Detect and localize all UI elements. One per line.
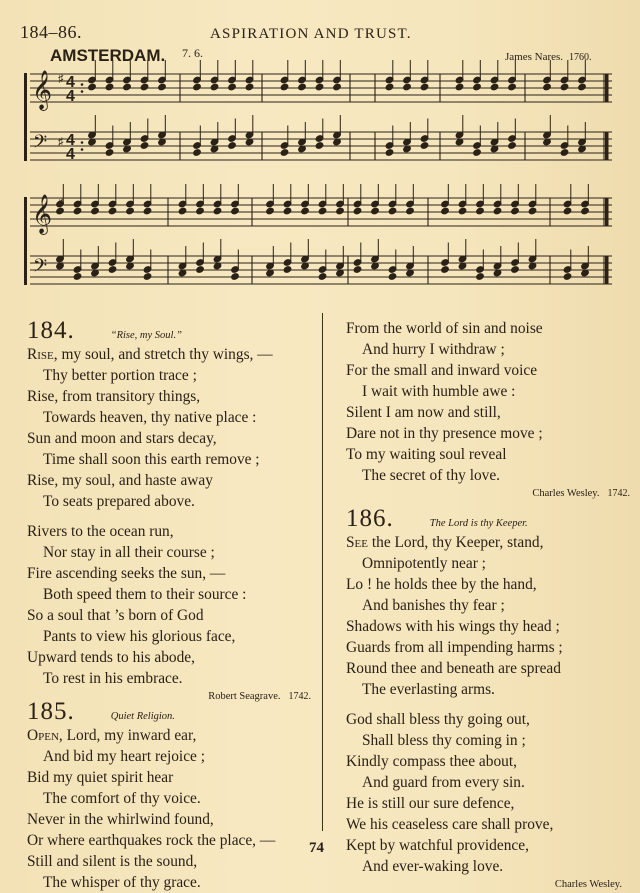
line-text: the Lord, thy Keeper, stand, <box>368 534 544 551</box>
verse-line: I wait with humble awe : <box>362 383 516 400</box>
verse-line: For the small and inward voice <box>346 362 538 379</box>
verse-line: The whisper of thy grace. <box>43 874 201 891</box>
left-column <box>27 318 317 893</box>
stanza-gap <box>346 700 636 709</box>
verse-line: Shadows with his wings thy head ; <box>346 618 560 635</box>
stanza <box>27 725 317 893</box>
svg-text:4: 4 <box>66 74 75 91</box>
verse-line: Dare not in thy presence move ; <box>346 425 543 442</box>
hymn-title: “Rise, my Soul.” <box>110 330 182 341</box>
verse-line <box>27 344 317 365</box>
verse-line: Or where earthquakes rock the place, — <box>27 832 276 849</box>
verse-line: He is still our sure defence, <box>346 795 515 812</box>
line-text: , Lord, my inward ear, <box>58 727 197 744</box>
verse-line: Towards heaven, thy native place : <box>43 409 257 426</box>
author-year: 1742. <box>607 488 630 499</box>
stanza <box>346 318 636 486</box>
line-text: , my soul, and stretch thy wings, — <box>53 346 273 363</box>
verse-line <box>346 532 636 553</box>
verse-line: To seats prepared above. <box>43 493 195 510</box>
author-name: Robert Seagrave. <box>208 691 281 702</box>
hymn-185-continued <box>346 318 636 502</box>
svg-text:4: 4 <box>66 88 75 105</box>
composer-year: 1760. <box>569 52 592 63</box>
section-title: ASPIRATION AND TRUST. <box>210 26 412 42</box>
verse-line: Upward tends to his abode, <box>27 649 195 666</box>
verse-line: To my waiting soul reveal <box>346 446 507 463</box>
stanza <box>27 521 317 689</box>
hymn-title: The Lord is thy Keeper. <box>429 518 528 529</box>
verse-line: Silent I am now and still, <box>346 404 501 421</box>
verse-line: Bid my quiet spirit hear <box>27 769 174 786</box>
hymn-heading <box>27 318 317 344</box>
svg-text:𝄢: 𝄢 <box>33 256 48 281</box>
svg-text:♯: ♯ <box>58 136 64 148</box>
hymn-number: 186. <box>346 505 394 532</box>
svg-text:4: 4 <box>66 132 75 149</box>
hymn-number: 185. <box>27 698 75 725</box>
composer-name: James Nares. <box>505 51 564 63</box>
author-year: 1742. <box>288 691 311 702</box>
verse-line: And hurry I withdraw ; <box>362 341 505 358</box>
hymn-range: 184–86. <box>20 22 82 42</box>
verse-line: Fire ascending seeks the sun, — <box>27 565 226 582</box>
svg-text:𝄞: 𝄞 <box>32 70 53 110</box>
verse-line: To rest in his embrace. <box>43 670 183 687</box>
svg-text:♯: ♯ <box>58 73 64 85</box>
hymn-title: Quiet Religion. <box>110 711 175 722</box>
verse-line: Still and silent is the sound, <box>27 853 198 870</box>
svg-text:𝄢: 𝄢 <box>33 132 48 157</box>
author-attribution <box>346 486 636 502</box>
column-divider <box>322 313 323 831</box>
initial-word: See <box>346 534 368 551</box>
verse-line <box>27 725 317 746</box>
tune-name: AMSTERDAM. <box>50 46 166 65</box>
hymn-number: 184. <box>27 317 75 344</box>
hymn-184 <box>27 318 317 705</box>
verse-line: Kindly compass thee about, <box>346 753 517 770</box>
verse-line: Round thee and beneath are spread <box>346 660 561 677</box>
author-attribution <box>346 877 636 893</box>
verse-line: Rise, my soul, and haste away <box>27 472 213 489</box>
verse-line: The everlasting arms. <box>362 681 495 698</box>
verse-line: Pants to view his glorious face, <box>43 628 236 645</box>
verse-line: So a soul that ’s born of God <box>27 607 204 624</box>
right-column <box>346 318 636 893</box>
verse-line: Time shall soon this earth remove ; <box>43 451 260 468</box>
hymn-186 <box>346 506 636 893</box>
hymn-heading <box>346 506 636 532</box>
verse-line: Kept by watchful providence, <box>346 837 529 854</box>
verse-line: And bid my heart rejoice ; <box>43 748 205 765</box>
music-score <box>0 0 640 310</box>
hymn-185 <box>27 699 317 893</box>
verse-line: Shall bless thy coming in ; <box>362 732 526 749</box>
verse-line: Guards from all impending harms ; <box>346 639 563 656</box>
verse-line: Lo ! he holds thee by the hand, <box>346 576 537 593</box>
stanza <box>27 344 317 512</box>
meter: 7. 6. <box>182 46 203 60</box>
verse-line: Rivers to the ocean run, <box>27 523 174 540</box>
verse-line: Both speed them to their source : <box>43 586 247 603</box>
svg-text:𝄞: 𝄞 <box>32 194 53 234</box>
verse-line: From the world of sin and noise <box>346 320 543 337</box>
svg-text:4: 4 <box>66 146 75 163</box>
page-number: 74 <box>309 840 324 856</box>
verse-line: We his ceaseless care shall prove, <box>346 816 554 833</box>
initial-word: Rise <box>27 346 54 363</box>
initial-word: Open <box>27 727 59 744</box>
verse-line: God shall bless thy going out, <box>346 711 530 728</box>
verse-line: And ever-waking love. <box>362 858 504 875</box>
verse-line: The secret of thy love. <box>362 467 501 484</box>
verse-line: Never in the whirlwind found, <box>27 811 214 828</box>
verse-line: And banishes thy fear ; <box>362 597 505 614</box>
verse-line: Omnipotently near ; <box>362 555 486 572</box>
verse-line: Rise, from transitory things, <box>27 388 201 405</box>
verse-line: And guard from every sin. <box>362 774 525 791</box>
author-name: Charles Wesley. <box>532 488 600 499</box>
stanza-gap <box>27 512 317 521</box>
verse-line: Sun and moon and stars decay, <box>27 430 217 447</box>
verse-line: The comfort of thy voice. <box>43 790 201 807</box>
author-name: Charles Wesley. <box>554 879 622 890</box>
verse-line: Thy better portion trace ; <box>43 367 197 384</box>
stanza <box>346 709 636 877</box>
stanza <box>346 532 636 700</box>
verse-line: Nor stay in all their course ; <box>43 544 215 561</box>
